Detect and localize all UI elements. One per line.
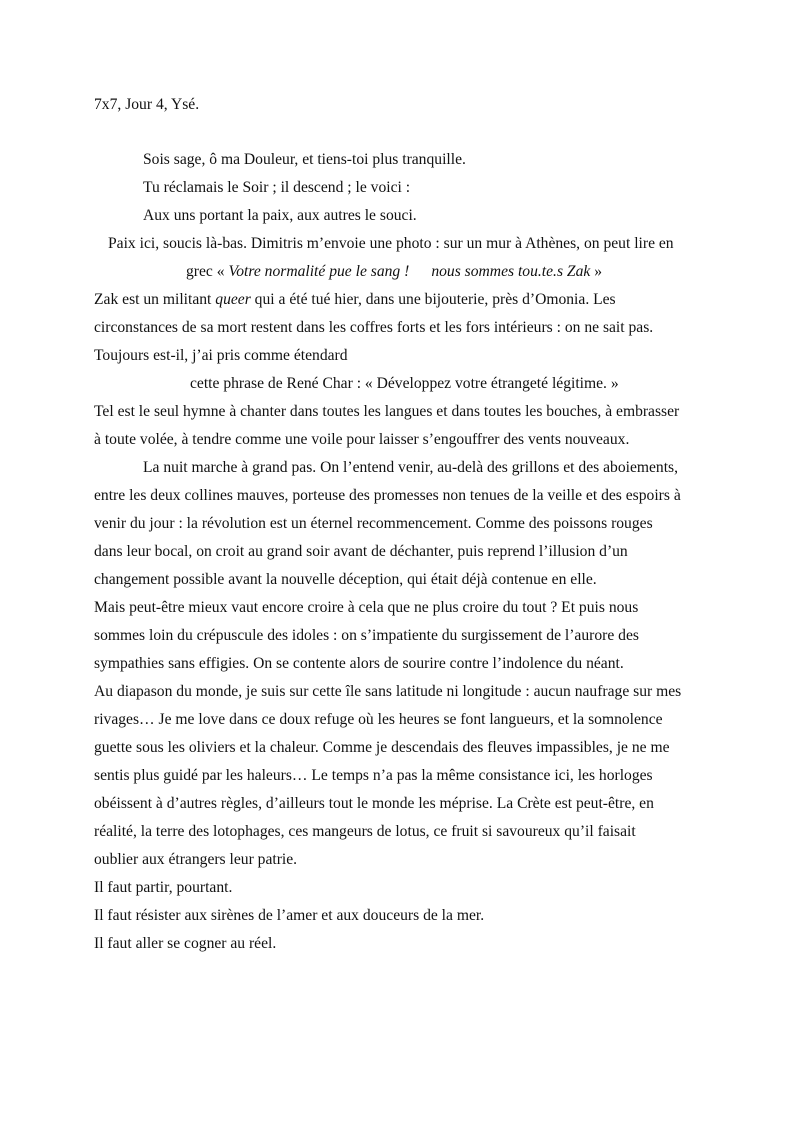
paragraph-line: dans leur bocal, on croit au grand soir avant de déchanter, puis reprend l’illusion d’un (94, 543, 628, 560)
text-run: qui a été tué hier, dans une bijouterie, près d’Omonia. Les (250, 291, 616, 308)
paragraph-line: entre les deux collines mauves, porteuse des promesses non tenues de la veille et des espoirs à (94, 487, 681, 504)
poem-line: Tu réclamais le Soir ; il descend ; le voici : (143, 179, 411, 196)
graffiti-quote-b: nous sommes tou.te.s Zak (431, 263, 591, 280)
closing-line: Il faut aller se cogner au réel. (94, 935, 277, 952)
closing-line: Il faut résister aux sirènes de l’amer et aux douceurs de la mer. (94, 907, 485, 924)
quote-suffix: » (590, 263, 602, 280)
quote-line: cette phrase de René Char : « Développez votre étrangeté légitime. » (190, 375, 619, 392)
paragraph-line: oublier aux étrangers leur patrie. (94, 851, 298, 868)
paragraph-line: Mais peut-être mieux vaut encore croire à cela que ne plus croire du tout ? Et puis nous (94, 599, 639, 616)
paragraph-line: changement possible avant la nouvelle déception, qui était déjà contenue en elle. (94, 571, 597, 588)
paragraph-line: circonstances de sa mort restent dans les coffres forts et les fors intérieurs : on ne sait pas. (94, 319, 654, 336)
paragraph-line: réalité, la terre des lotophages, ces mangeurs de lotus, ce fruit si savoureux qu’il faisait (94, 823, 636, 840)
paragraph-line (186, 262, 602, 282)
paragraph-line: à toute volée, à tendre comme une voile pour laisser s’engouffrer des vents nouveaux. (94, 431, 630, 448)
poem-line: Sois sage, ô ma Douleur, et tiens-toi plus tranquille. (143, 151, 466, 168)
graffiti-quote-a: Votre normalité pue le sang ! (228, 263, 410, 280)
closing-line: Il faut partir, pourtant. (94, 879, 233, 896)
paragraph-line: Au diapason du monde, je suis sur cette île sans latitude ni longitude : aucun naufrage sur mes (94, 683, 682, 700)
paragraph-line: sympathies sans effigies. On se contente alors de sourire contre l’indolence du néant. (94, 655, 624, 672)
paragraph-line: Tel est le seul hymne à chanter dans toutes les langues et dans toutes les bouches, à embrasser (94, 403, 680, 420)
paragraph-line: obéissent à d’autres règles, d’ailleurs tout le monde les méprise. La Crète est peut-être, en (94, 795, 654, 812)
paragraph-line (94, 290, 616, 310)
page-heading: 7x7, Jour 4, Ysé. (94, 96, 200, 113)
paragraph-line: La nuit marche à grand pas. On l’entend venir, au-delà des grillons et des aboiements, (143, 459, 679, 476)
text-run: Zak est un militant (94, 291, 216, 308)
paragraph-line: sommes loin du crépuscule des idoles : on s’impatiente du surgissement de l’aurore des (94, 627, 639, 644)
paragraph-line: rivages… Je me love dans ce doux refuge où les heures se font langueurs, et la somnolence (94, 711, 663, 728)
paragraph-line: sentis plus guidé par les haleurs… Le temps n’a pas la même consistance ici, les horloges (94, 767, 653, 784)
paragraph-line: guette sous les oliviers et la chaleur. Comme je descendais des fleuves impassibles, je ne me (94, 739, 670, 756)
italic-term: queer (215, 291, 251, 308)
paragraph-line: Paix ici, soucis là-bas. Dimitris m’envoie une photo : sur un mur à Athènes, on peut lire en (108, 235, 674, 252)
quote-prefix: grec « (186, 263, 229, 280)
paragraph-line: Toujours est-il, j’ai pris comme étendard (94, 347, 348, 364)
paragraph-line: venir du jour : la révolution est un éternel recommencement. Comme des poissons rouges (94, 515, 653, 532)
poem-line: Aux uns portant la paix, aux autres le souci. (143, 207, 417, 224)
